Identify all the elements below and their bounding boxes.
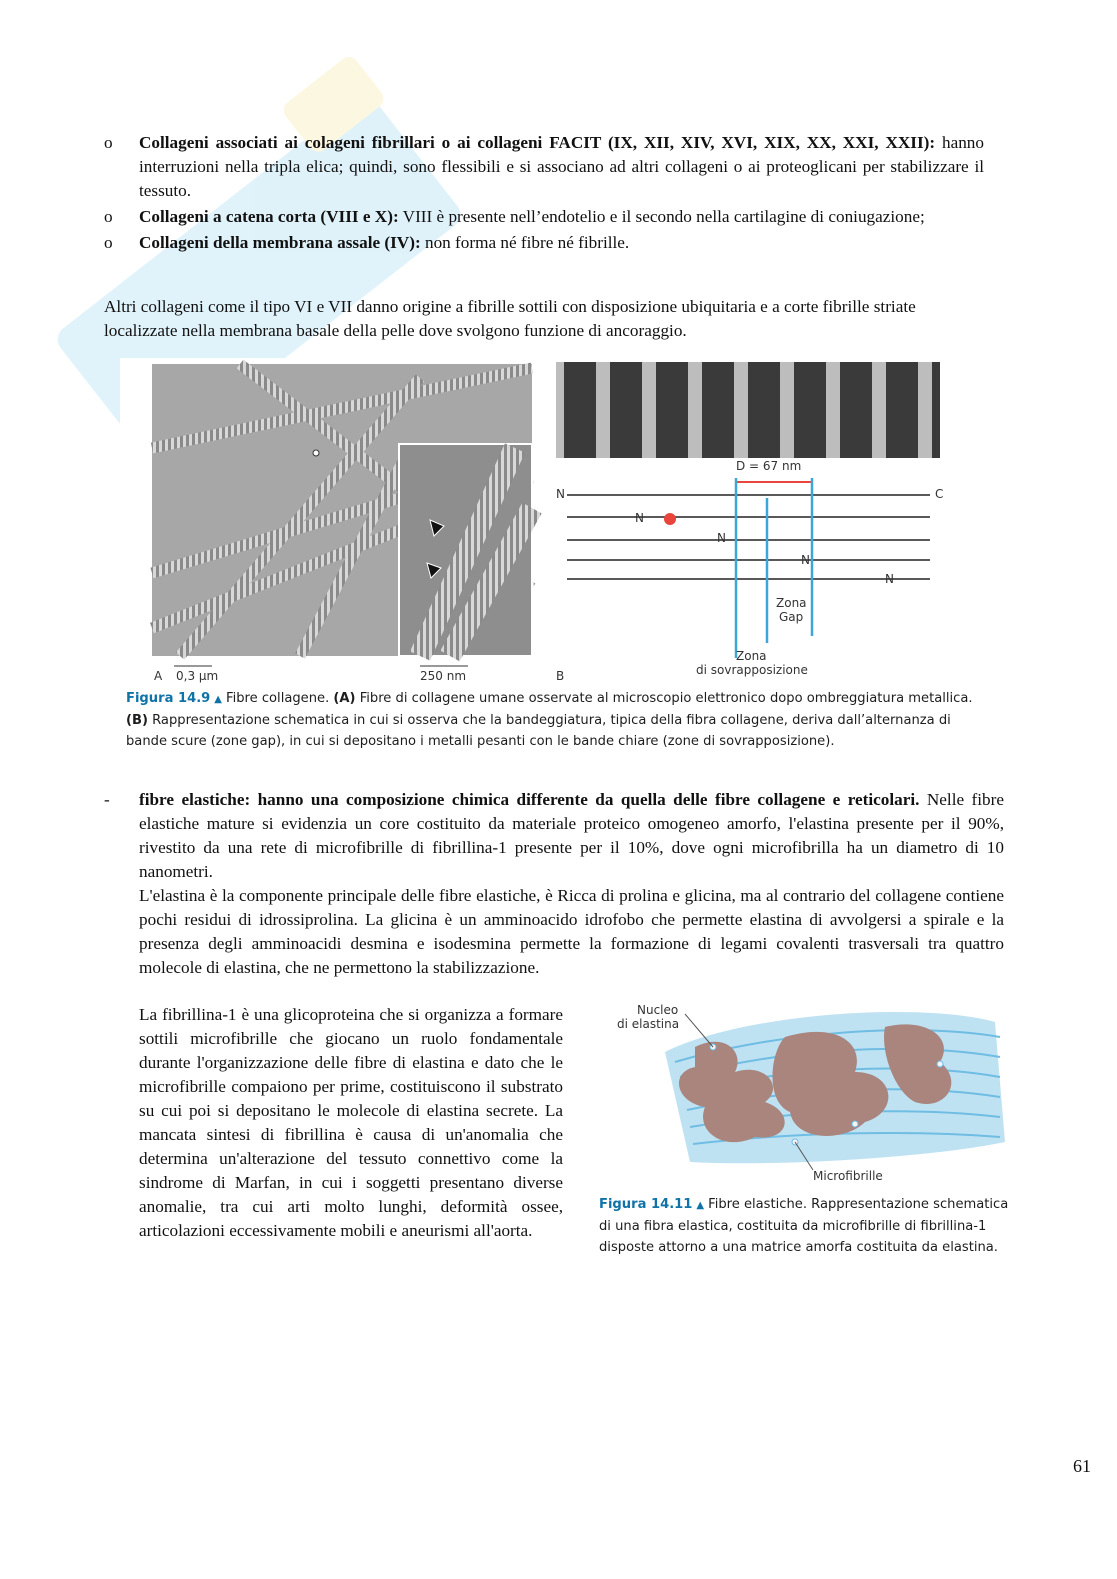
- list-item-term: Collageni a catena corta (VIII e X):: [139, 207, 399, 226]
- caption-title: Fibre elastiche.: [708, 1197, 807, 1212]
- zone-lines: [736, 478, 812, 658]
- panel-b-label: B: [556, 669, 565, 683]
- nucleo-label-1: Nucleo: [637, 1003, 679, 1017]
- list-item: [104, 231, 984, 255]
- paragraph-other-collagens: Altri collageni come il tipo VI e VII danno origine a fibrille sottili con disposizione ubiquitaria e a corte fibrille striate localizzate nella membrana basale della pelle dove svolgono funzione di ancoraggio.: [104, 297, 916, 340]
- list-item-text: hanno interruzioni nella tripla elica; quindi, sono flessibili e si associano ad altri collageni o ai proteoglicani per stabilizzare il tessuto.: [139, 133, 984, 200]
- collagen-type-list: [104, 131, 984, 257]
- n-label: N: [717, 531, 726, 545]
- figure-elastic-artwork: [595, 992, 1015, 1192]
- paragraph-elastin: L'elastina è la componente principale delle fibre elastiche, è Ricca di prolina e glicina, ma al contrario del collagene contiene pochi residui di idrossiprolina. La glicina è un amminoacido idrofobo che permette elastina di avvolgersi a spirale e la presenza degli amminoacidi desmina e isodesmina permette la formazione di legami covalenti trasversali tra quattro molecole di elastina, che ne permettono la stabilizzazione.: [139, 886, 1004, 977]
- caption-panel-a: (A): [333, 691, 356, 706]
- list-item: [104, 131, 984, 203]
- molecule-lines: [567, 495, 930, 579]
- micrograph-panel-a: [152, 364, 532, 656]
- caption-text-b: Rappresentazione schematica in cui si osserva che la bandeggiatura, tipica della fibra collagene, deriva dall’alternanza di bande scure (zone gap), in cui si depositano i metalli pesanti con le bande chiare (zone di sovrapposizione).: [126, 713, 951, 749]
- n-label: N: [885, 572, 894, 586]
- page-number: 61: [1073, 1456, 1091, 1476]
- list-item-term: Collageni associati ai colageni fibrillari o ai collageni FACIT (IX, XII, XIV, XVI, XIX, XX, XXI, XXII):: [139, 133, 936, 152]
- period-label: D = 67 nm: [736, 459, 802, 473]
- dash-marker: -: [104, 790, 110, 809]
- panel-a-label: A: [154, 669, 163, 683]
- elastic-heading: fibre elastiche: hanno una composizione chimica differente da quella delle fibre collagene e reticolari.: [139, 790, 920, 809]
- caption-panel-b: (B): [126, 713, 148, 728]
- c-terminal-label: C: [935, 487, 944, 501]
- nucleo-label-2: di elastina: [617, 1017, 680, 1031]
- scale-bar-a: 0,3 µm: [176, 669, 219, 683]
- bullet-marker: o: [104, 207, 113, 226]
- bullet-marker: o: [104, 233, 113, 252]
- caption-text: Rappresentazione schematica di una fibra elastica, costituita da microfibrille di fibrillina-1 disposte attorno a una matrice amorfa costituita da elastina.: [599, 1197, 1009, 1255]
- figure-elastic-fibers: [595, 992, 1015, 1284]
- n-terminal-label: N: [556, 487, 565, 501]
- figure-collagen-artwork: [120, 358, 986, 683]
- paragraph-fibrillin: La fibrillina-1 è una glicoproteina che si organizza a formare sottili microfibrille che giocano un ruolo fondamentale durante l'organizzazione delle fibre di elastina e dato che le microfibrille compaiono per prime, costituiscono il substrato su cui poi si depositano le molecole di elastina secrete. La mancata sintesi di fibrillina è causa di un'anomalia che determina un'alterazione del tessuto connettivo come la sindrome di Marfan, in cui i soggetti presentano diverse anomalie, tra cui arti molto lunghi, deformità ossee, articolazioni eccessivamente mobili e aneurismi all'aorta.: [139, 1005, 563, 1240]
- list-item-text: VIII è presente nell’endotelio e il secondo nella cartilagine di coniugazione;: [398, 207, 925, 226]
- zona-sov-label-2: di sovrapposizione: [696, 663, 808, 677]
- zona-gap-label-2: Gap: [779, 610, 804, 624]
- figure-label: Figura 14.11: [599, 1197, 693, 1212]
- caption-title: Fibre collagene.: [226, 691, 330, 706]
- zona-sov-label-1: Zona: [736, 649, 767, 663]
- microfibrille-label: Microfibrille: [813, 1169, 883, 1183]
- figure-caption: [599, 1194, 1013, 1258]
- list-item: [104, 205, 984, 229]
- elastic-fiber-illustration: [665, 1012, 1005, 1163]
- figure-collagen-fibers: [120, 358, 986, 768]
- caption-text-a: Fibre di collagene umane osservate al microscopio elettronico dopo ombreggiatura metallica.: [359, 691, 973, 706]
- scale-bar-inset: 250 nm: [420, 669, 467, 683]
- red-marker: [664, 513, 676, 525]
- n-label: N: [635, 511, 644, 525]
- caption-triangle-icon: ▲: [214, 694, 222, 705]
- banding-micrograph: [556, 362, 940, 458]
- list-item-text: non forma né fibre né fibrille.: [420, 233, 630, 252]
- list-item-term: Collageni della membrana assale (IV):: [139, 233, 421, 252]
- figure-label: Figura 14.9: [126, 691, 211, 706]
- zona-gap-label-1: Zona: [776, 596, 807, 610]
- figure-caption: [126, 688, 982, 752]
- bullet-marker: o: [104, 133, 113, 152]
- caption-triangle-icon: ▲: [696, 1200, 705, 1211]
- elastic-text: Nelle fibre elastiche mature si evidenzia un core costituito da materiale proteico omogeneo amorfo, l'elastina presente per il 90%, rivestito da una rete di microfibrille di fibrillina-1 presente per il 10%, dove ogni microfibrilla ha un diametro di 10 nanometri.: [139, 790, 1004, 881]
- n-label: N: [801, 553, 810, 567]
